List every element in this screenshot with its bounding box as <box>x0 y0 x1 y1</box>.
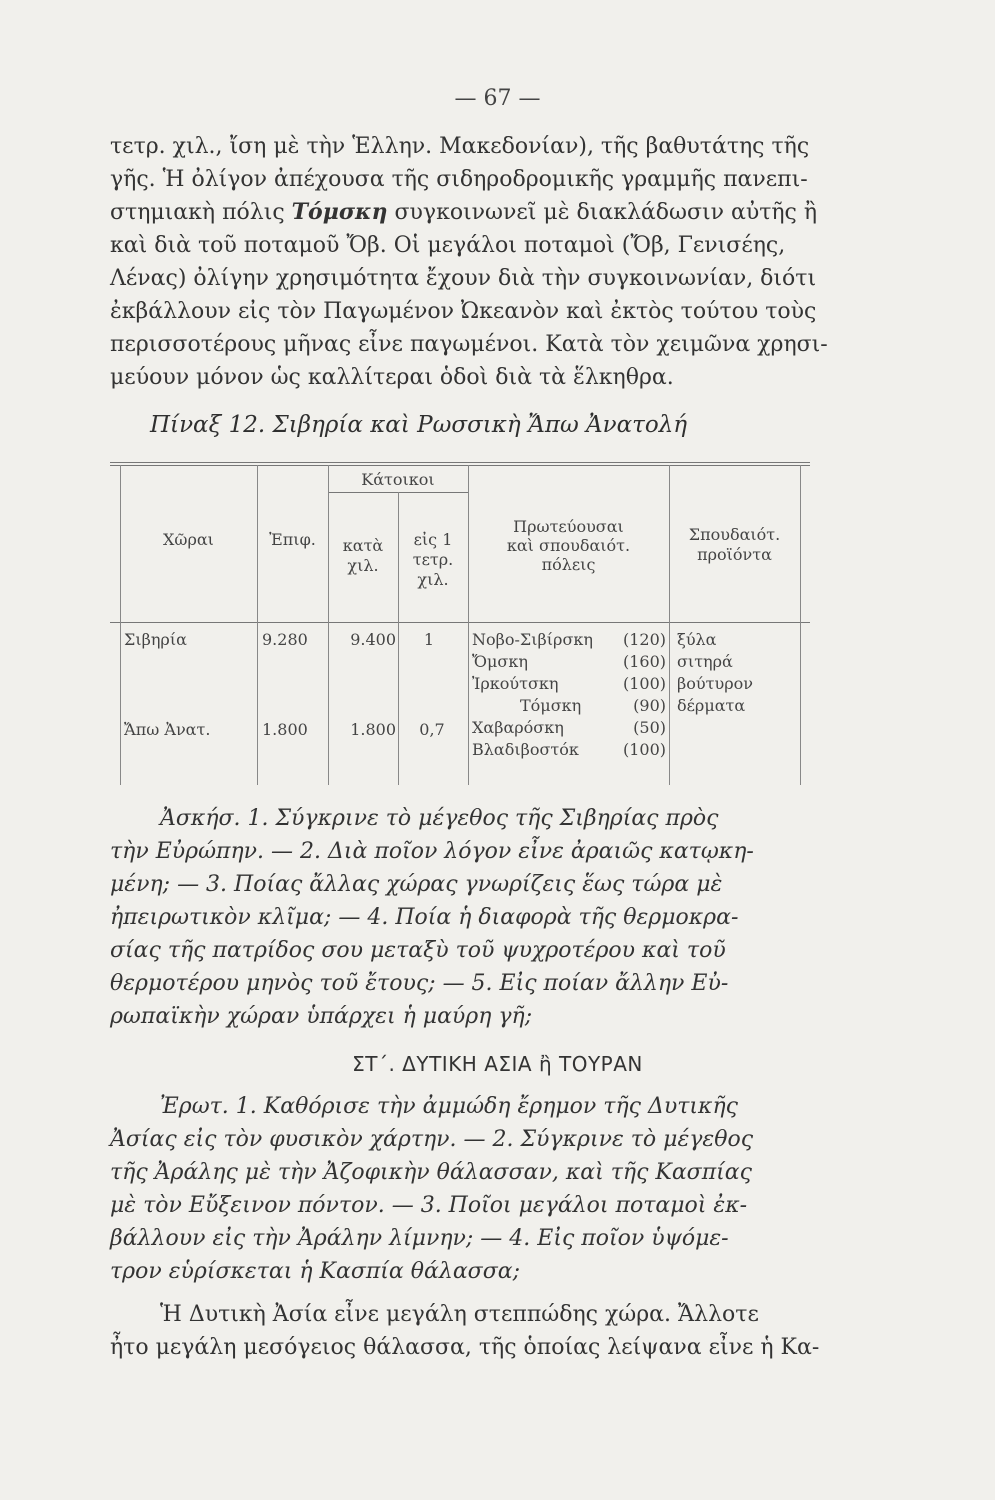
exercise-line: θερμοτέρου μηνὸς τοῦ ἔτους; — 5. Εἰς ποίαν ἄλλην Εὐ- <box>110 971 729 996</box>
header-area: Ἐπιφ. <box>269 530 316 549</box>
product: δέρματα <box>677 696 746 715</box>
header-per-sqkm: εἰς 1 <box>413 530 453 549</box>
city-name: Χαβαρόσκη <box>472 718 564 737</box>
row-area: 9.280 <box>262 630 308 649</box>
row-inhabitants: 1.800 <box>350 720 396 739</box>
city-value: (160) <box>622 652 666 671</box>
question-line: Ἐρωτ. 1. Καθόρισε τὴν ἀμμώδη ἔρημον τῆς Δυτικῆς <box>160 1094 738 1119</box>
city-value: (100) <box>622 674 666 693</box>
intro-line <box>110 196 820 229</box>
intro-text: συγκοινωνεῖ μὲ διακλάδωσιν αὐτῆς ἢ <box>387 200 818 225</box>
city-name: Νοβο-Σιβίρσκη <box>472 630 593 649</box>
intro-line: καὶ διὰ τοῦ ποταμοῦ Ὄβ. Οἱ μεγάλοι ποταμοὶ (Ὄβ, Γενισέης, <box>110 233 786 258</box>
intro-line: τετρ. χιλ., ἴση μὲ τὴν Ἑλλην. Μακεδονίαν), τῆς βαθυτάτης τῆς <box>110 134 810 159</box>
header-per-sqkm: χιλ. <box>417 570 449 589</box>
column-divider <box>328 465 329 785</box>
question-line: μὲ τὸν Εὔξεινον πόντον. — 3. Ποῖοι μεγάλοι ποταμοὶ ἐκ- <box>110 1193 748 1218</box>
header-cities: καὶ σπουδαιότ. <box>506 536 631 555</box>
header-per-thousand: κατὰ <box>342 536 384 555</box>
header-products: Σπουδαιότ. <box>688 525 781 544</box>
intro-line: μεύουν μόνον ὡς καλλίτεραι ὁδοὶ διὰ τὰ ἕλκηθρα. <box>110 365 674 390</box>
question-line: βάλλουν εἰς τὴν Ἀράλην λίμνην; — 4. Εἰς ποῖον ὑψόμε- <box>110 1226 729 1251</box>
exercise-line: τὴν Εὐρώπην. — 2. Διὰ ποῖον λόγον εἶνε ἀραιῶς κατῳκη- <box>110 839 754 864</box>
row-density: 1 <box>423 630 435 649</box>
city-name: Ὄμσκη <box>472 652 528 671</box>
product: βούτυρον <box>677 674 753 693</box>
intro-line: Λένας) ὀλίγην χρησιμότητα ἔχουν διὰ τὴν συγκοινωνίαν, διότι <box>110 266 817 291</box>
table-rule-top <box>110 462 810 463</box>
city-value: (100) <box>622 740 666 759</box>
table-border <box>120 465 121 785</box>
row-country: Ἄπω Ἀνατ. <box>124 720 211 739</box>
city-value: (120) <box>622 630 666 649</box>
city-emphasis: Τόμσκη <box>291 199 388 225</box>
exercise-line: σίας τῆς πατρίδος σου μεταξὺ τοῦ ψυχροτέρου καὶ τοῦ <box>110 938 726 963</box>
header-inhabitants: Κάτοικοι <box>361 470 435 489</box>
city-value: (50) <box>633 718 666 737</box>
table-rule-top <box>110 465 810 466</box>
city-value: (90) <box>633 696 666 715</box>
section-title: ΣΤ΄. ΔΥΤΙΚΗ ΑΣΙΑ ἢ ΤΟΥΡΑΝ <box>352 1052 643 1076</box>
row-area: 1.800 <box>262 720 308 739</box>
product: ξύλα <box>677 630 717 649</box>
city-name: Βλαδιβοστόκ <box>472 740 579 759</box>
intro-line: ἐκβάλλουν εἰς τὸν Παγωμένον Ὠκεανὸν καὶ ἐκτὸς τούτου τοὺς <box>110 299 817 324</box>
page-number: — 67 — <box>454 86 541 111</box>
row-inhabitants: 9.400 <box>350 630 396 649</box>
column-divider <box>468 465 469 785</box>
column-divider <box>669 465 670 785</box>
table-caption: Πίναξ 12. Σιβηρία καὶ Ρωσσικὴ Ἄπω Ἀνατολή <box>150 412 688 438</box>
question-line: Ἀσίας εἰς τὸν φυσικὸν χάρτην. — 2. Σύγκρινε τὸ μέγεθος <box>110 1127 754 1152</box>
question-line: τῆς Ἀράλης μὲ τὴν Ἀζοφικὴν θάλασσαν, καὶ τῆς Κασπίας <box>110 1160 752 1185</box>
city-name: Ἰρκούτσκη <box>472 674 559 693</box>
intro-line: γῆς. Ἡ ὀλίγον ἀπέχουσα τῆς σιδηροδρομικῆς γραμμῆς πανεπι- <box>110 167 808 192</box>
city-name: Τόμσκη <box>520 696 582 715</box>
header-per-thousand: χιλ. <box>347 556 379 575</box>
row-country: Σιβηρία <box>124 630 187 649</box>
intro-text: στημιακὴ πόλις <box>110 200 292 225</box>
column-divider <box>257 465 258 785</box>
exercise-line: Ἀσκήσ. 1. Σύγκρινε τὸ μέγεθος τῆς Σιβηρίας πρὸς <box>160 806 719 831</box>
closing-line: Ἡ Δυτικὴ Ἀσία εἶνε μεγάλη στεππώδης χώρα. Ἄλλοτε <box>160 1302 759 1327</box>
question-line: τρον εὑρίσκεται ἡ Κασπία θάλασσα; <box>110 1259 520 1284</box>
header-per-sqkm: τετρ. <box>412 550 454 569</box>
header-countries: Χῶραι <box>163 530 214 549</box>
header-products: προϊόντα <box>697 545 772 564</box>
exercise-line: ἠπειρωτικὸν κλῖμα; — 4. Ποία ἡ διαφορὰ τῆς θερμοκρα- <box>110 905 739 930</box>
header-cities: Πρωτεύουσαι <box>513 517 624 536</box>
row-density: 0,7 <box>419 720 445 739</box>
product: σιτηρά <box>677 652 733 671</box>
closing-line: ἦτο μεγάλη μεσόγειος θάλασσα, τῆς ὁποίας λείψανα εἶνε ἡ Κα- <box>110 1335 820 1360</box>
header-cities: πόλεις <box>541 555 596 574</box>
table-border <box>800 465 801 785</box>
intro-line: περισσοτέρους μῆνας εἶνε παγωμένοι. Κατὰ τὸν χειμῶνα χρησι- <box>110 332 828 357</box>
header-rule <box>110 622 810 623</box>
exercise-line: ρωπαϊκὴν χώραν ὑπάρχει ἡ μαύρη γῆ; <box>110 1004 533 1029</box>
exercise-line: μένη; — 3. Ποίας ἄλλας χώρας γνωρίζεις ἕως τώρα μὲ <box>110 872 723 897</box>
